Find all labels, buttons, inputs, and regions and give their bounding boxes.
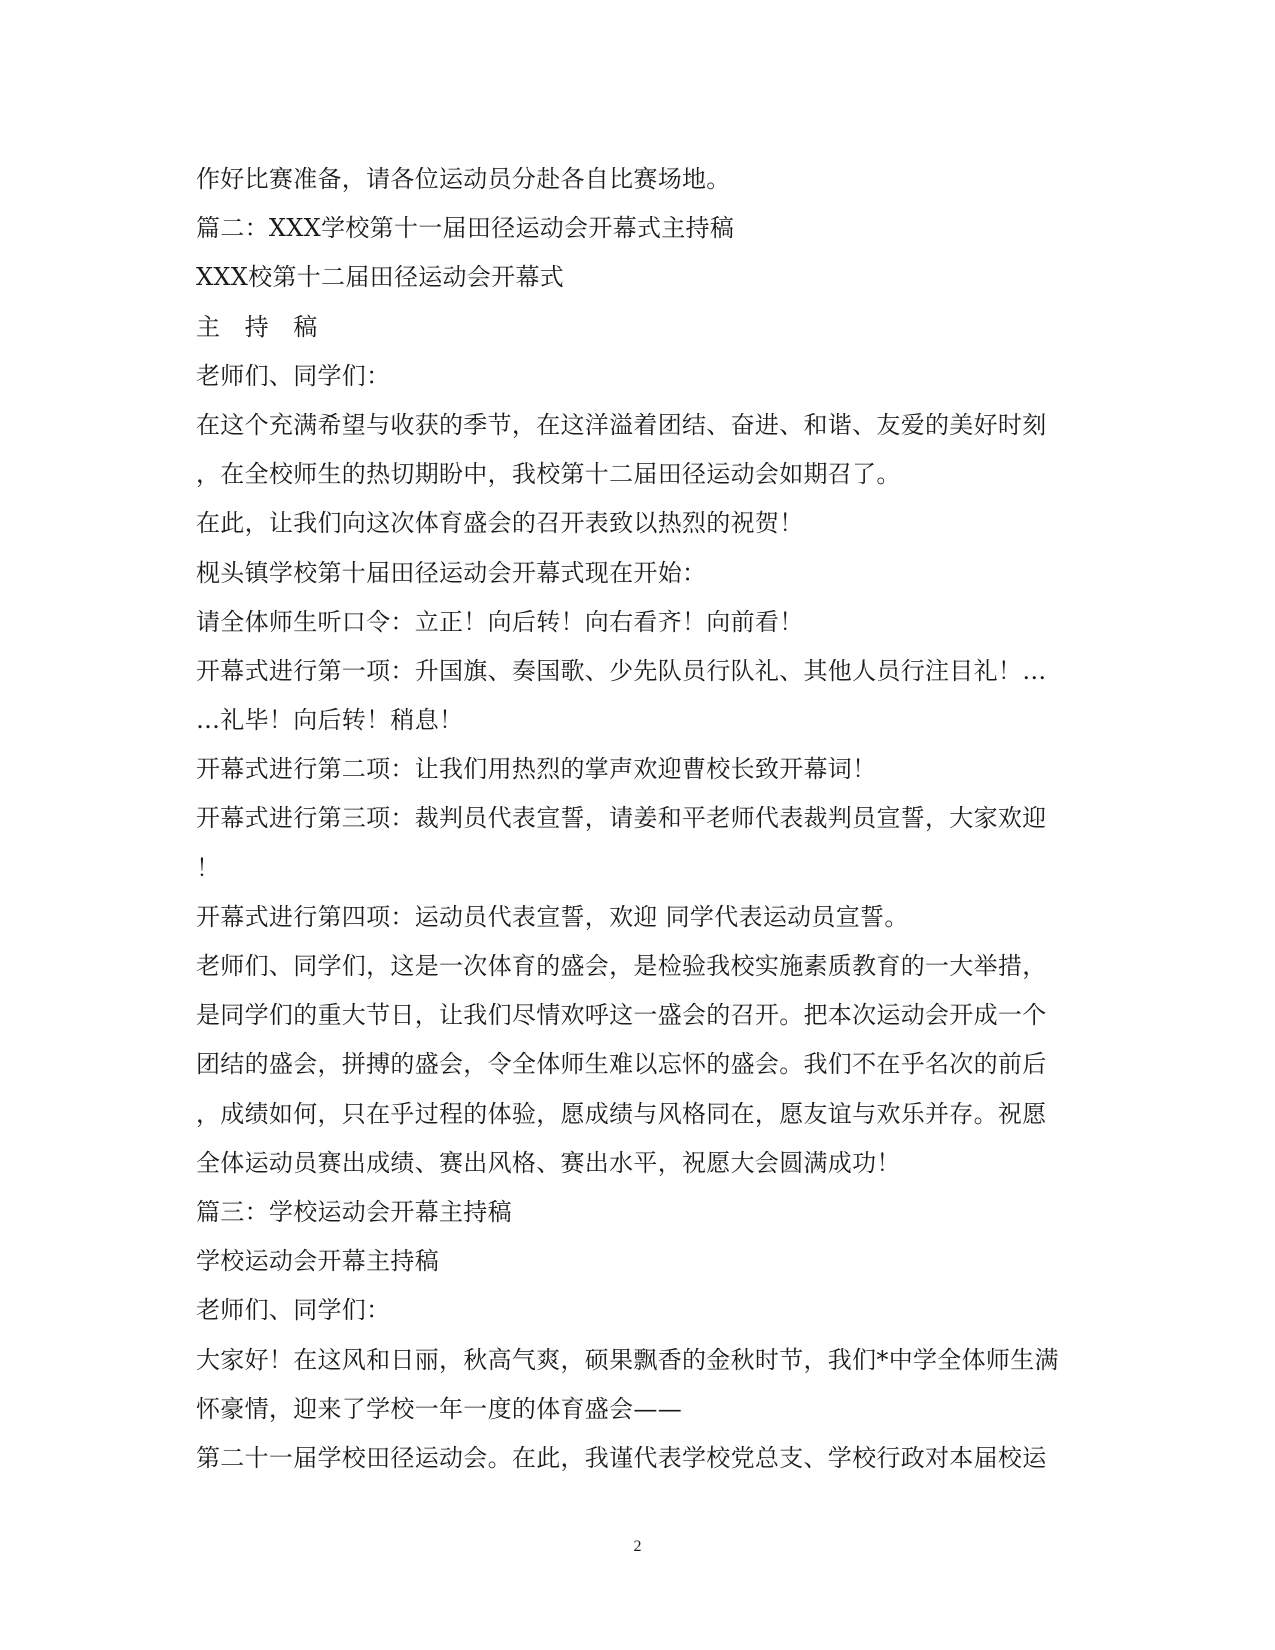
text-line: ，在全校师生的热切期盼中，我校第十二届田径运动会如期召了。 [196,460,901,489]
text-line: ，成绩如何，只在乎过程的体验，愿成绩与风格同在，愿友谊与欢乐并存。祝愿 [196,1099,1047,1128]
text-line: 老师们、同学们： [196,361,391,390]
text-line: 老师们、同学们： [196,1296,391,1325]
page-number: 2 [633,1538,642,1555]
text-line: 请全体师生听口令：立正！向后转！向右看齐！向前看！ [196,607,804,636]
text-line: 开幕式进行第二项：让我们用热烈的掌声欢迎曹校长致开幕词！ [196,755,877,784]
text-line: 老师们、同学们，这是一次体育的盛会，是检验我校实施素质教育的一大举措， [196,952,1047,980]
text-line: 在这个充满希望与收获的季节，在这洋溢着团结、奋进、和谐、友爱的美好时刻 [196,410,1047,439]
text-line: 团结的盛会，拼搏的盛会，令全体师生难以忘怀的盛会。我们不在乎名次的前后 [196,1050,1047,1079]
text-line: 大家好！在这风和日丽，秋高气爽，硕果飘香的金秋时节，我们*中学全体师生满 [196,1345,1059,1374]
section-heading: 篇二：XXX学校第十一届田径运动会开幕式主持稿 [196,214,735,243]
text-line: 全体运动员赛出成绩、赛出风格、赛出水平，祝愿大会圆满成功！ [196,1148,901,1177]
text-line: 开幕式进行第三项：裁判员代表宣誓，请姜和平老师代表裁判员宣誓，大家欢迎 [196,804,1047,833]
text-line: 怀豪情，迎来了学校一年一度的体育盛会—— [196,1394,682,1423]
text-line: 学校运动会开幕主持稿 [196,1247,439,1276]
text-line: 第二十一届学校田径运动会。在此，我谨代表学校党总支、学校行政对本届校运 [196,1443,1047,1472]
document-body [196,155,1096,1483]
text-line: XXX校第十二届田径运动会开幕式 [196,263,565,292]
text-line: 开幕式进行第一项：升国旗、奏国歌、少先队员行队礼、其他人员行注目礼！… [196,656,1047,685]
text-line: …礼毕！向后转！稍息！ [196,706,464,735]
text-line: 枧头镇学校第十届田径运动会开幕式现在开始： [196,558,707,587]
text-line: 作好比赛准备，请各位运动员分赴各自比赛场地。 [196,165,731,193]
text-line: 开幕式进行第四项：运动员代表宣誓，欢迎 同学代表运动员宣誓。 [196,902,909,931]
text-line: 主 持 稿 [196,312,318,341]
text-line: ！ [196,853,221,882]
text-line: 是同学们的重大节日，让我们尽情欢呼这一盛会的召开。把本次运动会开成一个 [196,1001,1047,1030]
section-heading: 篇三：学校运动会开幕主持稿 [196,1197,512,1226]
text-line: 在此，让我们向这次体育盛会的召开表致以热烈的祝贺！ [196,509,804,538]
